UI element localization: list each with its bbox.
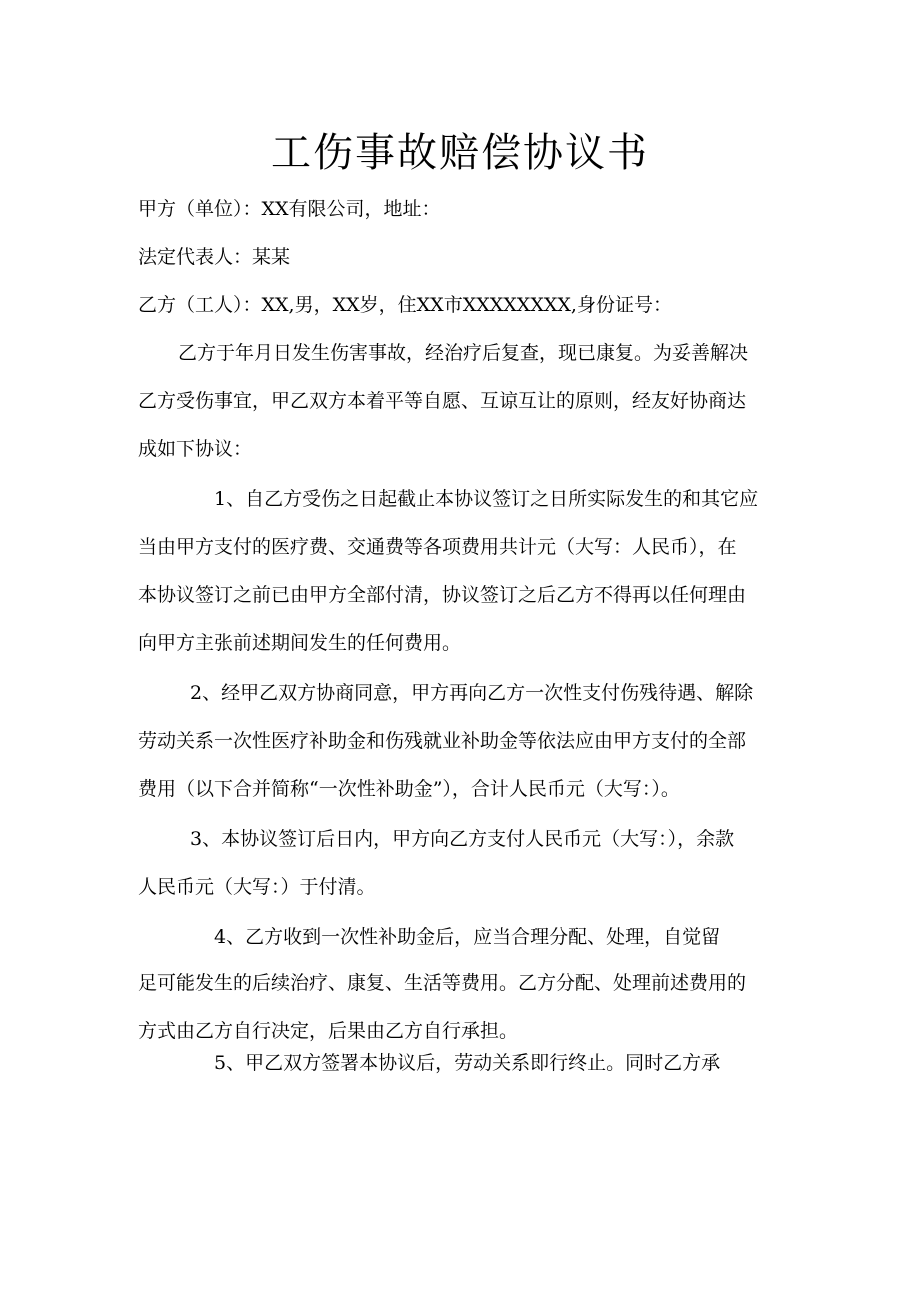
clause-3-line: 人民币元（大写：）于付清。 [138, 876, 376, 898]
clause-1-line: 本协议签订之前已由甲方全部付清，协议签订之后乙方不得再以任何理由 [138, 584, 747, 606]
party-b-line: 乙方（工人）：XX,男，XX岁，住XX市XXXXXXXX,身份证号： [138, 294, 672, 316]
clause-5-line: 5、甲乙双方签署本协议后，劳动关系即行终止。同时乙方承 [214, 1052, 721, 1074]
clause-3-line: 3、本协议签订后日内，甲方向乙方支付人民币元（大写：），余款 [190, 828, 735, 850]
party-a-line: 甲方（单位）：XX有限公司，地址： [138, 198, 441, 220]
intro-line: 成如下协议： [138, 438, 253, 460]
document-title: 工伤事故赔偿协议书 [271, 130, 649, 176]
clause-1-line: 1、自乙方受伤之日起截止本协议签订之日所实际发生的和其它应 [214, 488, 759, 510]
clause-4-line: 4、乙方收到一次性补助金后，应当合理分配、处理，自觉留 [214, 926, 721, 948]
legal-representative-line: 法定代表人：某某 [138, 246, 291, 268]
clause-1-line: 当由甲方支付的医疗费、交通费等各项费用共计元（大写：人民币），在 [138, 536, 737, 558]
clause-2-line: 劳动关系一次性医疗补助金和伤残就业补助金等依法应由甲方支付的全部 [138, 730, 747, 752]
intro-line: 乙方于年月日发生伤害事故，经治疗后复查，现已康复。为妥善解决 [178, 342, 749, 364]
clause-4-line: 足可能发生的后续治疗、康复、生活等费用。乙方分配、处理前述费用的 [138, 972, 747, 994]
clause-2-line: 2、经甲乙双方协商同意，甲方再向乙方一次性支付伤残待遇、解除 [190, 682, 754, 704]
clause-2-line: 费用（以下合并简称“一次性补助金”），合计人民币元（大写：）。 [138, 778, 680, 800]
clause-1-line: 向甲方主张前述期间发生的任何费用。 [138, 632, 462, 654]
intro-line: 乙方受伤事宜，甲乙双方本着平等自愿、互谅互让的原则，经友好协商达 [138, 390, 747, 412]
clause-4-line: 方式由乙方自行决定，后果由乙方自行承担。 [138, 1020, 519, 1042]
